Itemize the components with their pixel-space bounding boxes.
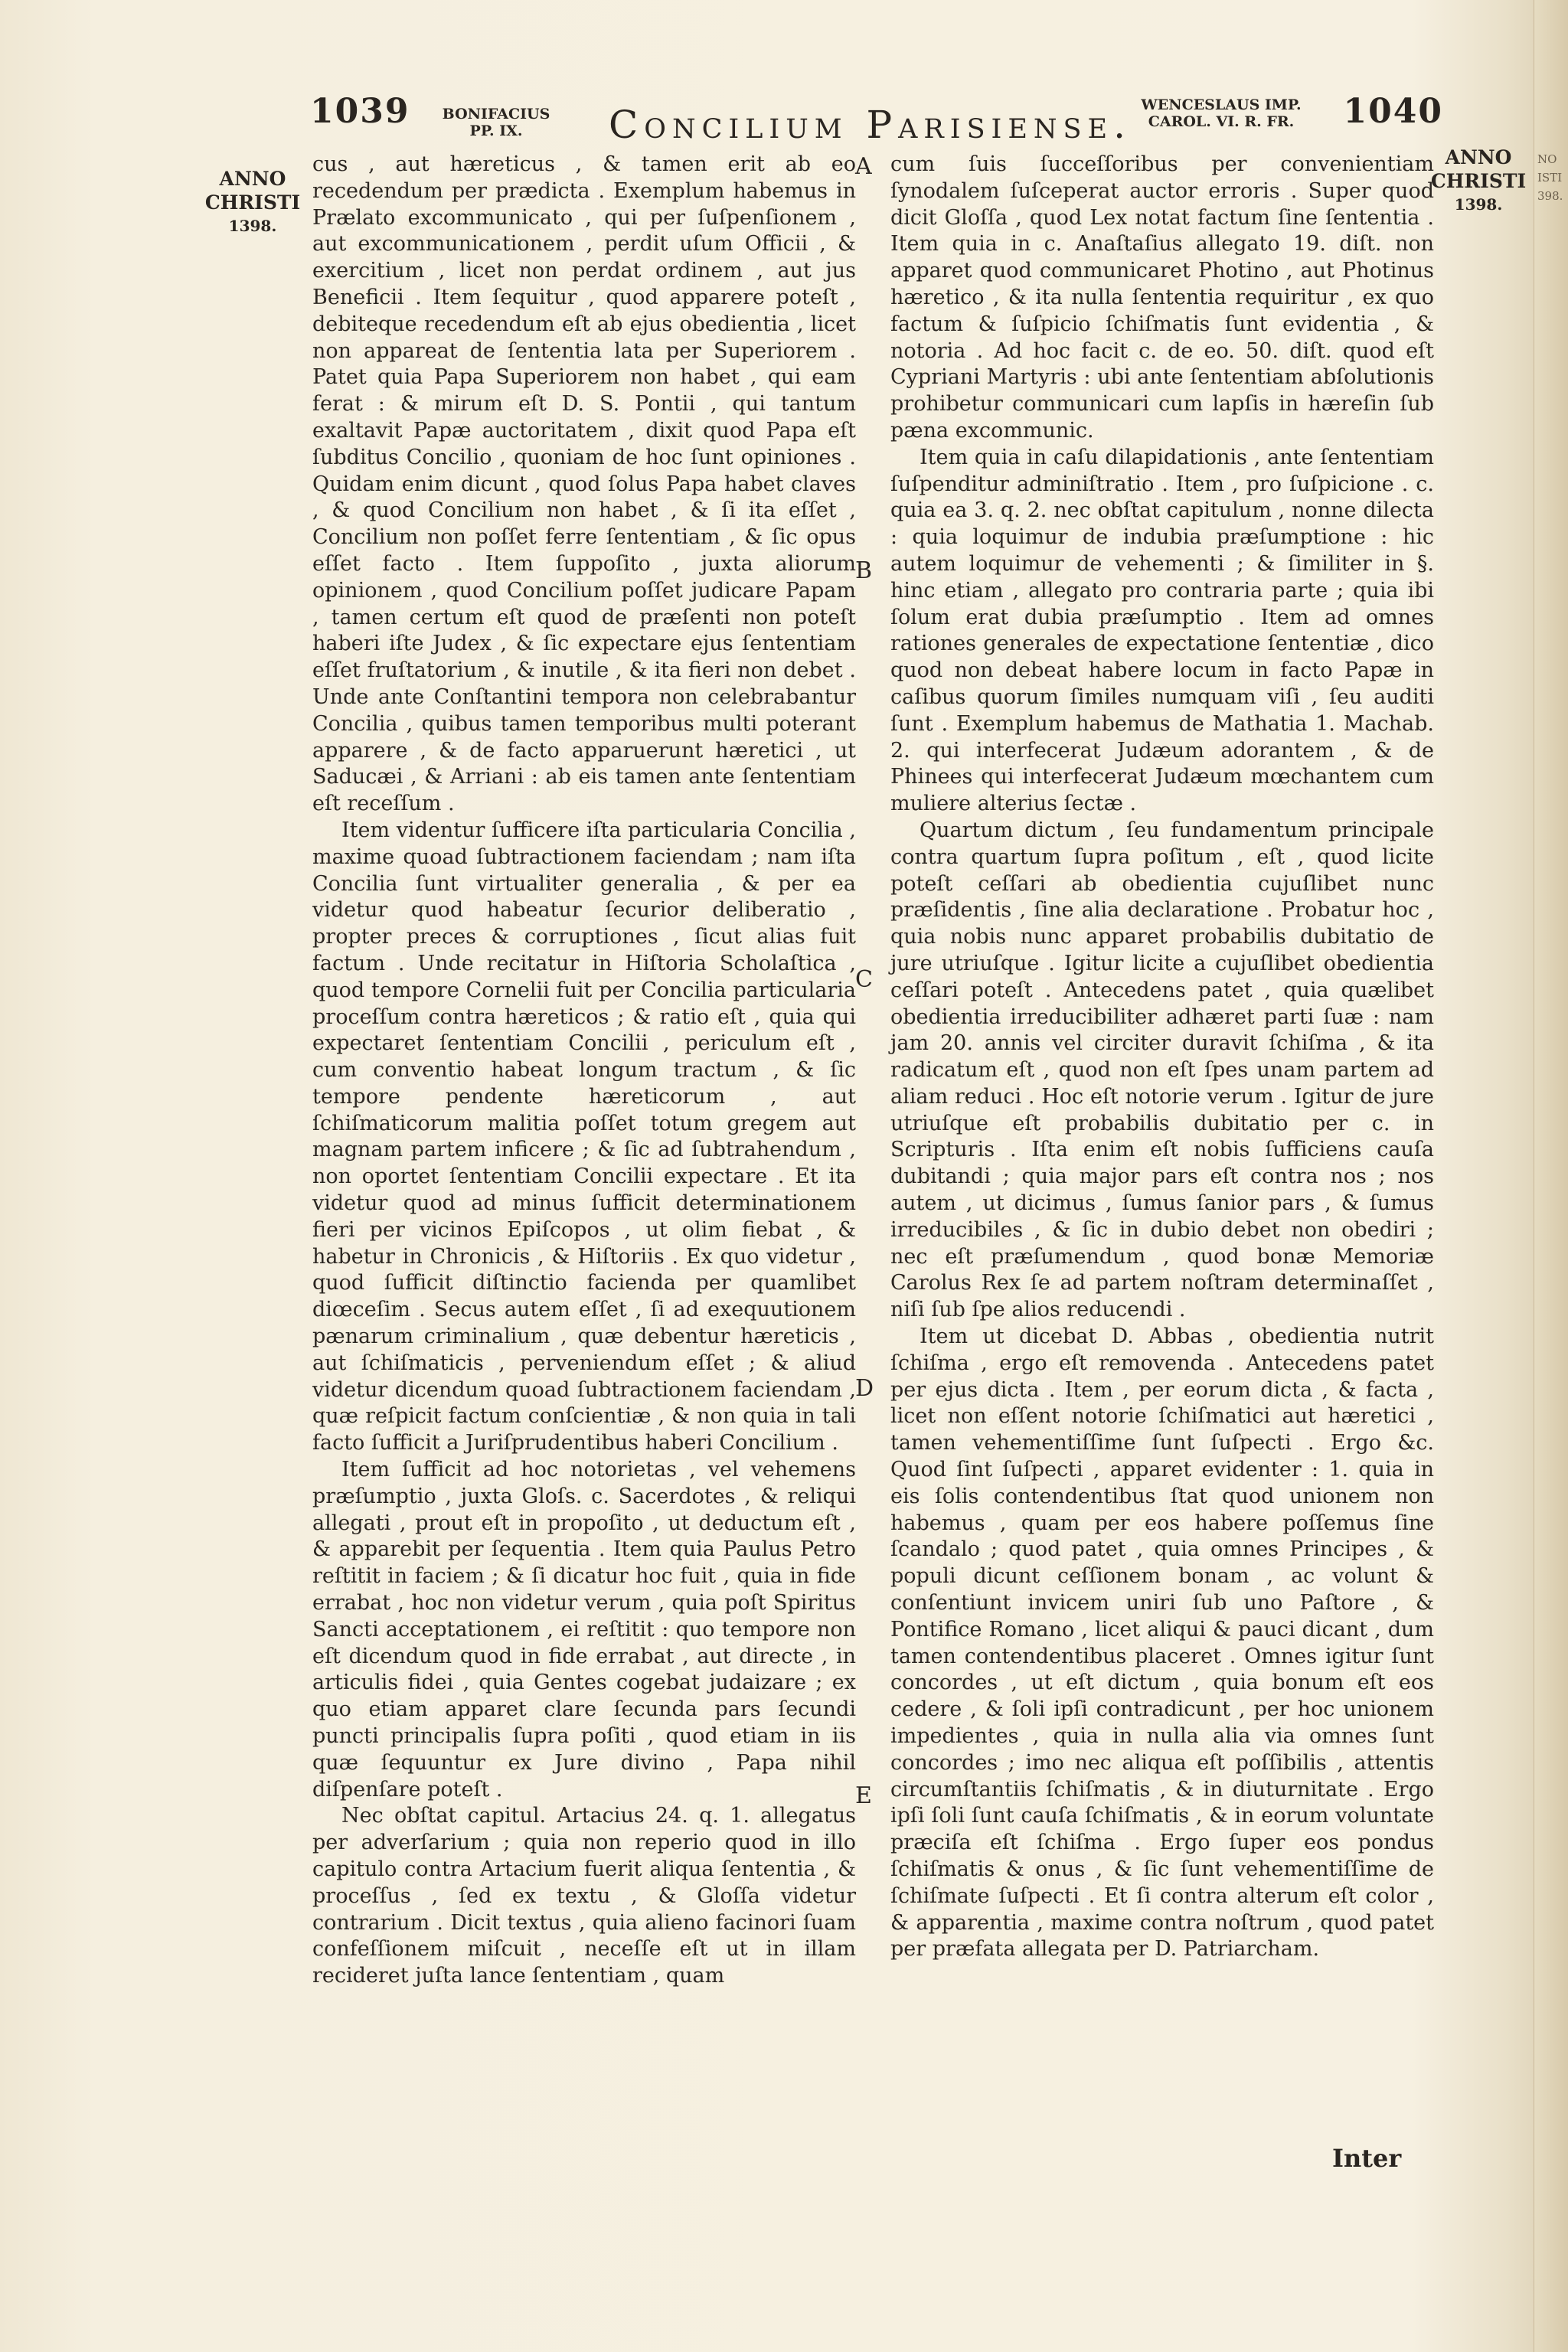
adjacent-page-margin-text: NO ISTI 398. (1537, 152, 1563, 203)
page-number-left: 1039 (310, 92, 410, 131)
adjacent-page-edge (1534, 0, 1568, 2352)
paragraph: Item ſufficit ad hoc notorietas , vel vehemens præſumptio , juxta Gloſs. c. Sacerdotes , & reliqui allegati , prout eſt in propoſito , ut deductum eſt , & apparebit per ſequentia . Item quia Paulus Petro reſtitit in faciem ; & ſi dicatur hoc fuit , quia in fide errabat , hoc non videtur verum , quia poſt Spiritus Sancti acceptationem , ei reſtitit : quo tempore non eſt dicendum quod in fide errabat , aut directe , in articulis fidei , quia Gentes cogebat judaizare ; ex quo etiam apparet clare ſecunda pars ſecundi puncti principalis ſupra poſiti , quod etiam in iis quæ ſequuntur ex Jure divino , Papa nihil diſpenſare poteſt . (312, 1458, 856, 1802)
paragraph: Item quia in caſu dilapidationis , ante ſententiam ſuſpenditur adminiſtratio . Item , pro ſuſpicione . c. quia ea 3. q. 2. nec obſtat capitulum , nonne dilecta : quia loquimur de indubia præſumptione : hic autem loquimur de vehementi ; & ſimiliter in §. hinc etiam , allegato pro contraria parte ; quia ibi ſolum erat dubia præſumptio . Item ad omnes rationes generales de expectatione ſententiæ , dico quod non debeat habere locum in facto Papæ in caſibus quorum ſimiles numquam viſi , ſeu auditi ſunt . Exemplum habemus de Mathatia 1. Machab. 2. qui interfecerat Judæum adorantem , & de Phinees qui interfecerat Judæum mœchantem cum muliere alterius ſectæ . (890, 445, 1434, 816)
header-pope: BONIFACIUS PP. IX. (442, 106, 550, 139)
section-marker: A (855, 153, 872, 180)
left-column (312, 152, 856, 1990)
anno-year: 1398. (1454, 195, 1503, 214)
anno-christi-right (1429, 145, 1528, 217)
paragraph: cus , aut hæreticus , & tamen erit ab eo recedendum per prædicta . Exemplum habemus in Prælato excommunicato , qui per ſuſpenſionem , aut excommunicationem , perdit uſum Officii , & exercitium , licet non perdat ordinem , aut jus Beneficii . Item ſequitur , quod apparere poteſt , debiteque recedendum eſt ab ejus obedientia , licet non appareat de ſententia lata per Superiorem . Patet quia Papa Superiorem non habet , qui eam ferat : & mirum eſt D. S. Pontii , qui tantum exaltavit Papæ auctoritatem , dixit quod Papa eſt ſubditus Concilio , quoniam de hoc ſunt opiniones . Quidam enim dicunt , quod ſolus Papa habet claves , & quod Concilium non habet , & ſi ita eſſet , Concilium non poſſet ferre ſententiam , & ſic opus eſſet facto . Item ſuppoſito , juxta aliorum opinionem , quod Concilium poſſet judicare Papam , tamen certum eſt quod de præſenti non poteſt haberi iſte Judex , & ſic expectare ejus ſententiam eſſet fruſtatorium , & inutile , & ita fieri non debet . Unde ante Conſtantini tempora non celebrabantur Concilia , quibus tamen temporibus multi poterant apparere , & de facto apparuerunt hæretici , ut Saducæi , & Arriani : ab eis tamen ante ſententiam eſt receſſum . (312, 152, 856, 816)
paragraph: Quartum dictum , ſeu fundamentum principale contra quartum ſupra poſitum , eſt , quod licite poteſt ceſſari ab obedientia cujuſlibet nunc præſidentis , ſine alia declaratione . Probatur hoc , quia nobis nunc apparet probabilis dubitatio de jure utriuſque . Igitur licite a cujuſlibet obedientia ceſſari poteſt . Antecedens patet , quia quælibet obedientia irreducibiliter adhæret parti ſuæ : nam jam 20. annis vel circiter duravit ſchiſma , & ita radicatum eſt , quod non eſt ſpes unam partem ad aliam reduci . Hoc eſt notorie verum . Igitur de jure utriuſque eſt probabilis dubitatio per c. in Scripturis . Iſta enim eſt nobis ſufficiens cauſa dubitandi ; quia major pars eſt contra nos ; nos autem , ut dicimus , ſumus ſanior pars , & ſumus irreducibiles , & ſic in dubio debet non obediri ; nec eſt præſumendum , quod bonæ Memoriæ Carolus Rex ſe ad partem noſtram determinaſſet , niſi ſub ſpe alios reducendi . (890, 818, 1434, 1322)
paragraph: Item ut dicebat D. Abbas , obedientia nutrit ſchiſma , ergo eſt removenda . Antecedens patet per ejus dicta . Item , per eorum dicta , & facta , licet non eſſent notorie ſchiſmatici aut hæretici , tamen vehementiſſime ſunt ſuſpecti . Ergo &c. Quod ſint ſuſpecti , apparet evidenter : 1. quia in eis ſolis contendentibus ſtat quod unionem non habemus , quam per eos habere poſſemus ſine ſcandalo ; quod patet , quia omnes Principes , & populi dicunt ceſſionem bonam , ac volunt & conſentiunt invicem uniri ſub uno Paſtore , & Pontifice Romano , licet aliqui & pauci dicant , dum tamen contendentibus placeret . Omnes igitur ſunt concordes , ut eſt dictum , quia bonum eſt eos cedere , & ſoli ipſi contradicunt , per hoc unionem impedientes , quia in nulla alia via omnes ſunt concordes ; imo nec aliqua eſt poſſibilis , attentis circumſtantiis ſchiſmatis , & in diuturnitate . Ergo ipſi ſoli ſunt cauſa ſchiſmatis , & in eorum voluntate præciſa eſt ſchiſma . Ergo ſuper eos pondus ſchiſmatis & onus , & ſic ſunt vehementiſſime de ſchiſmate ſuſpecti . Et ſi contra alterum eſt color , & apparentia , maxime contra noſtrum , quod patet per præfata allegata per D. Patriarcham. (890, 1325, 1434, 1962)
anno-label: ANNO CHRISTI (1430, 146, 1527, 192)
anno-label: ANNO CHRISTI (204, 168, 301, 214)
paragraph: Nec obſtat capitul. Artacius 24. q. 1. allegatus per adverſarium ; quia non reperio quod in illo capitulo contra Artacium fuerit aliqua ſententia , & proceſſus , ſed ex textu , & Gloſſa videtur contrarium . Dicit textus , quia alieno facinori ſuam confeſſionem miſcuit , neceſſe eſt ut in illam recideret juſta lance ſententiam , quam (312, 1804, 856, 1988)
right-column (890, 152, 1434, 1963)
anno-year: 1398. (228, 217, 277, 235)
paragraph: Item videntur ſufficere iſta particularia Concilia , maxime quoad ſubtractionem faciendam ; nam iſta Concilia ſunt virtualiter generalia , & per ea videtur quod habeatur ſecurior deliberatio , propter preces & corruptiones , ſicut alias fuit factum . Unde recitatur in Hiſtoria Scholaſtica , quod tempore Cornelii fuit per Concilia particularia proceſſum contra hæreticos ; & ratio eſt , quia qui expectaret ſententiam Concilii , periculum eſt , cum conventio habeat longum tractum , & ſic tempore pendente hæreticorum , aut ſchiſmaticorum malitia poſſet totum gregem aut magnam partem inficere ; & ſic ad ſubtrahendum , non oportet ſententiam Concilii expectare . Et ita videtur quod ad minus ſufficit determinationem fieri per vicinos Epiſcopos , ut olim fiebat , & habetur in Chronicis , & Hiſtoriis . Ex quo videtur , quod ſufficit diſtinctio facienda per quamlibet diœceſim . Secus autem eſſet , ſi ad exequutionem pænarum criminalium , quæ debentur hæreticis , aut ſchiſmaticis , perveniendum eſſet ; & aliud videtur dicendum quoad ſubtractionem faciendam , quæ reſpicit factum conſcientiæ , & non quia in tali facto ſufficit a Juriſprudentibus haberi Concilium . (312, 818, 856, 1455)
header-title: Concilium Parisiense. (609, 103, 1132, 147)
page-number-right: 1040 (1343, 92, 1443, 131)
header-emperor: WENCESLAUS IMP. CAROL. VI. R. FR. (1141, 96, 1302, 130)
section-marker: B (855, 557, 873, 584)
section-marker: C (855, 966, 873, 993)
paragraph: cum ſuis ſucceſſoribus per convenientiam ſynodalem ſuſceperat auctor erroris . Super quod dicit Gloſſa , quod Lex notat factum ſine ſententia . Item quia in c. Anaſtaſius allegato 19. diſt. non apparet quod communicaret Photino , aut Photinus hæretico , & ita nulla ſententia requiritur , ex quo factum & ſuſpicio ſchiſmatis ſunt evidentia , & notoria . Ad hoc facit c. de eo. 50. diſt. quod eſt Cypriani Martyris : ubi ante ſententiam abſolutionis prohibetur communicari cum lapſis in hæreſin ſub pæna excommunic. (890, 152, 1434, 443)
running-header (310, 86, 1443, 155)
section-marker: D (855, 1375, 874, 1402)
anno-christi-left (203, 167, 302, 238)
section-marker: E (855, 1782, 872, 1809)
catchword: Inter (1332, 2144, 1402, 2173)
